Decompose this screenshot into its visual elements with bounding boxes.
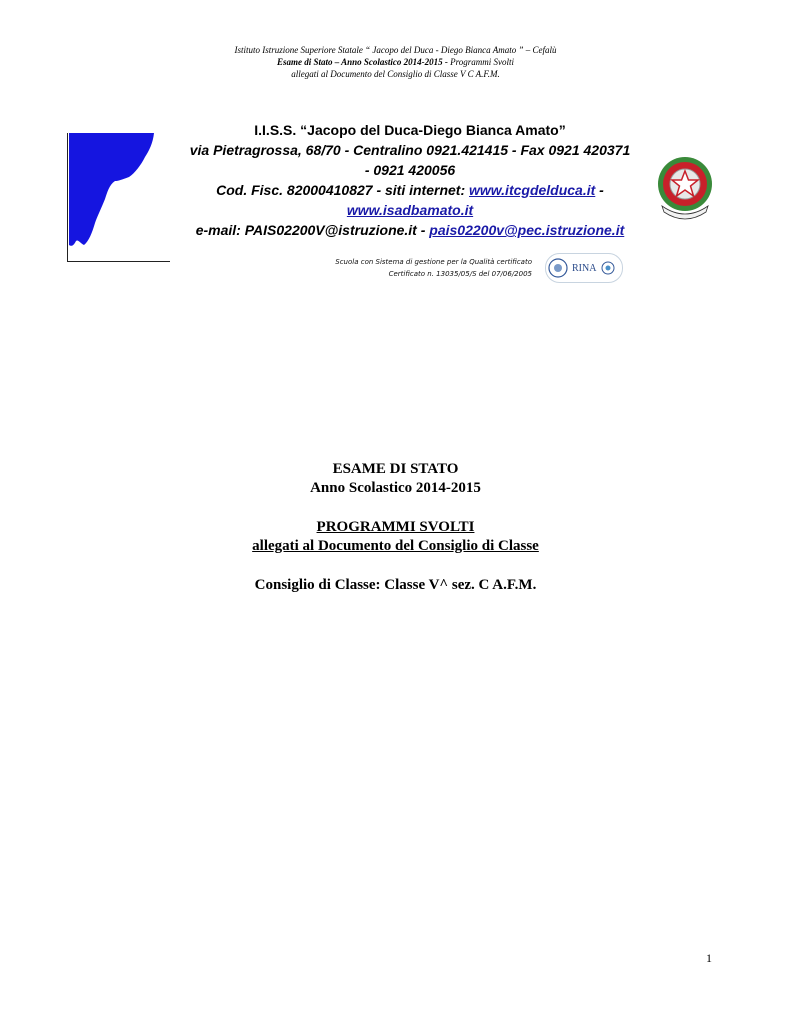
school-site2-line [180,200,640,220]
header-attached-line: allegati al Documento del Consiglio di Classe V C A.F.M. [291,69,500,79]
school-fax-continued: - 0921 420056 [364,162,456,178]
exam-title: ESAME DI STATO [332,461,459,477]
school-year: Anno Scolastico 2014-2015 [310,480,481,496]
school-email-line [180,220,640,240]
school-address: via Pietragrossa, 68/70 - Centralino 0921.421415 - Fax 0921 420371 [189,142,631,158]
header-exam-line [0,56,791,68]
running-header [0,44,791,80]
page-number: 1 [706,951,712,965]
pec-email-link[interactable]: pais02200v@pec.istruzione.it [429,222,625,238]
email-prefix: e-mail: PAIS02200V@istruzione.it - [195,222,430,238]
certification-line-2: Certificato n. 13035/05/S del 07/06/2005 [388,270,532,278]
programs-heading: PROGRAMMI SVOLTI [316,519,475,535]
school-name: I.I.S.S. “Jacopo del Duca-Diego Bianca Amato” [254,122,566,138]
header-exam-rest: Programmi Svolti [447,57,515,67]
certification-line-1: Scuola con Sistema di gestione per la Qualità certificato [335,258,532,266]
class-council-line: Consiglio di Classe: Classe V^ sez. C A.F.M. [254,577,537,593]
header-exam-bold: Esame di Stato – Anno Scolastico 2014-2015 - [276,57,448,67]
site-link-itcgdelduca[interactable]: www.itcgdelduca.it [469,182,596,198]
certification-text [270,256,532,280]
site-link-isadbamato[interactable]: www.isadbamato.it [346,202,474,218]
school-logo [67,133,170,263]
tax-code-prefix: Cod. Fisc. 82000410827 - siti internet: [216,182,470,198]
school-info [180,120,640,240]
main-title-block [150,460,641,595]
school-tax-code-line [180,180,640,200]
rina-certification-badge [545,253,623,283]
italian-republic-emblem [652,150,718,222]
site-separator: - [595,182,604,198]
rina-label: RINA [572,263,597,274]
attached-heading: allegati al Documento del Consiglio di Classe [252,538,539,554]
header-institute-line: Istituto Istruzione Superiore Statale “ Jacopo del Duca - Diego Bianca Amato ” – Cefalù [234,45,557,55]
